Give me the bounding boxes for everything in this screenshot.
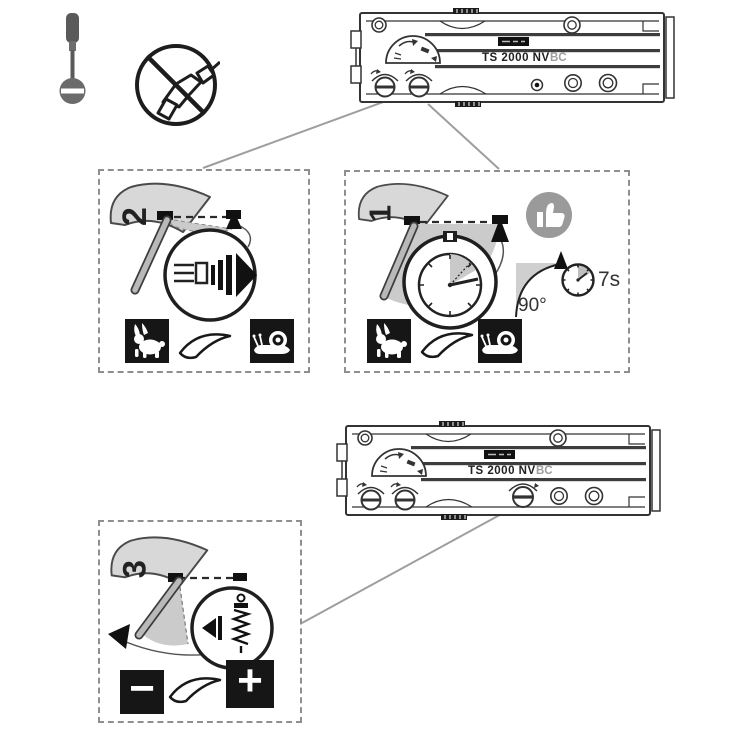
model-variant-label: BC xyxy=(550,52,567,64)
minus-icon: − xyxy=(129,664,155,713)
door-swing-arc-icon xyxy=(176,325,234,363)
step2-number: 2 xyxy=(116,207,154,226)
door-swing-arc-icon xyxy=(418,324,476,362)
step2-box xyxy=(98,169,310,373)
increase-button-symbol xyxy=(226,656,274,708)
step2-door-diagram xyxy=(110,199,300,323)
leader-line-step2 xyxy=(203,101,386,168)
model-label: TS 2000 NV xyxy=(482,52,550,64)
thumbs-up-icon xyxy=(524,190,574,240)
center-valve-plug xyxy=(532,80,543,91)
leader-line-step1 xyxy=(428,104,499,169)
arrow-open-direction xyxy=(108,624,130,649)
model-variant-label: BC xyxy=(536,465,553,477)
snail-slow-icon xyxy=(250,319,294,363)
snail-slow-icon xyxy=(478,319,522,363)
step3-number: 3 xyxy=(115,560,153,579)
step3-door-diagram xyxy=(100,562,300,674)
plus-icon: + xyxy=(237,656,263,705)
rabbit-fast-icon xyxy=(125,319,169,363)
step1-box xyxy=(344,170,630,373)
duration-label: 7s xyxy=(598,268,621,291)
door-closer-top xyxy=(347,8,679,107)
door-swing-arc-icon xyxy=(166,668,224,708)
closed-position-marker xyxy=(233,573,247,581)
step1-number: 1 xyxy=(363,204,398,222)
angle-label: 90° xyxy=(518,295,547,316)
door-closer-bottom xyxy=(333,421,665,520)
model-label: TS 2000 NV xyxy=(468,465,536,477)
clock-icon xyxy=(558,260,598,300)
decrease-button-symbol xyxy=(120,664,164,714)
door-leaf xyxy=(135,220,167,290)
leader-line-step3 xyxy=(302,505,518,623)
rabbit-fast-icon xyxy=(367,319,411,363)
step3-box xyxy=(98,520,302,723)
